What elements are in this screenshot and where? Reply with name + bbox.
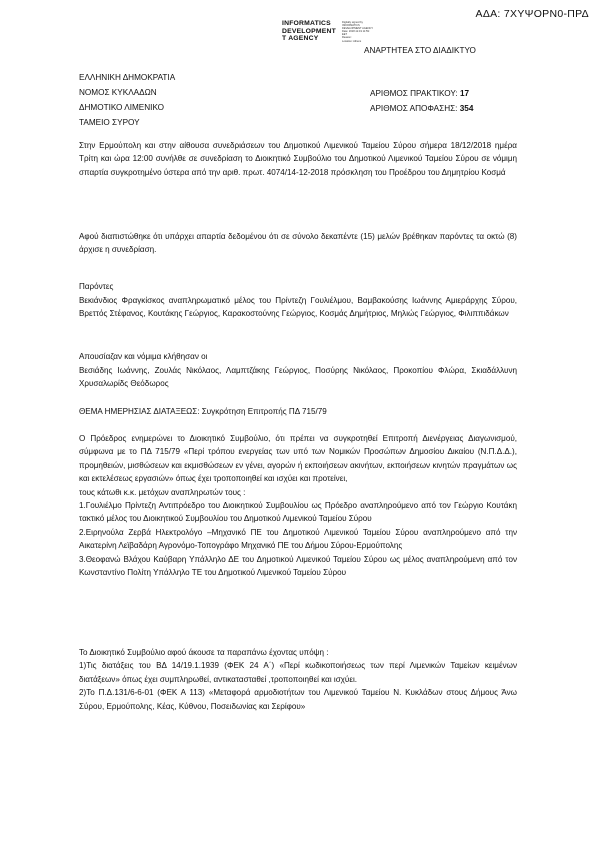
absent-list: Βεσιάδης Ιωάννης, Ζουλάς Νικόλαος, Λαμπτζάκης Γεώργιος, Ποσύρης Νικόλαος, Προκοπίου Φλώρα, Σκιαδάλλυνη Χρυσαλωρίδς Θεόδωρος: [79, 366, 517, 389]
minutes-number: ΑΡΙΘΜΟΣ ΠΡΑΚΤΙΚΟΥ: 17: [370, 89, 470, 98]
intro-paragraph: Στην Ερμούπολη και στην αίθουσα συνεδριάσεων του Δημοτικού Λιμενικού Ταμείου Σύρου σήμερα 18/12/2018 ημέρα Τρίτη και ώρα 12:00 συνήλθε σε συνεδρίαση το Διοικητικό Συμβούλιο του Δημοτικού Λιμενικού Ταμείου Σύρου σε νόμιμη σπαρτία συγκροτημένο ύστερα από την αριθ. πρωτ. 4074/14-12-2018 πρόσκληση του Προέδρου του Δημητρίου Κοσμά: [79, 141, 517, 177]
member-item-3: 3.Θεοφανώ Βλάχου Καύβαρη Υπάλληλο ΔΕ του Δημοτικού Λιμενικού Ταμείου Σύρου ως μέλος αναπληρούμενη από τον Κωνσταντίνο Πολίτη Υπάλληλο ΤΕ του Δημοτικού Λιμενικού Ταμείου Σύρου: [79, 554, 517, 578]
present-list: Βεκιάνδιος Φραγκίσκος αναπληρωματικό μέλος του Πρίντεζη Γουλιέλμου, Βαμβακούσης Ιωάννης Αμιεράρχης Σύρου, Βρεττός Στέφανος, Κουτάκης Γεώργιος, Καρακοστούνης Γεώργιος, Κοσμάς Δημήτριος, Μηλιώς Γεώργιος, Φιλιππιδάκων: [79, 296, 517, 319]
logo-line-3: T AGENCY: [282, 35, 319, 43]
law-reference-2: 2)Το Π.Δ.131/6-6-01 (ΦΕΚ Α 113) «Μεταφορά αρμοδιοτήτων του Λιμενικού Ταμείου Ν. Κυκλάδων στους Δήμους Άνω Σύρου, Ερμούπολης, Κέας, Κύθνου, Ποσειδωνίας και Σερίφου»: [79, 688, 517, 711]
ada-code: ΑΔΑ: 7ΧΥΨΟΡΝ0-ΠΡΔ: [475, 8, 589, 20]
reference-numbers: [370, 86, 473, 116]
header-line: ΤΑΜΕΙΟ ΣΥΡΟΥ: [79, 118, 140, 127]
issuer-header: [79, 70, 175, 130]
member-item-1: 1.Γουλιέλμο Πρίντεζη Αντιπρόεδρο του Διοικητικού Συμβουλίου ως Πρόεδρο αναπληρούμενο από τον Γεώργιο Κουτάκη τακτικό μέλος του Διοικητικού Συμβουλίου του Δημοτικού Λιμενικού Ταμείου Σύρου: [79, 501, 517, 524]
member-item-2: 2.Ειρηνούλα Ζερβά Ηλεκτρολόγο –Μηχανικό ΠΕ του Δημοτικού Λιμενικού Ταμείου Σύρου αναπληρούμενο από την Αικατερίνη Λεϊβαδάρη Αγρονόμο-Τοπογράφο Μηχανικό ΠΕ του Δήμου Σύρου-Ερμούπολης: [79, 527, 517, 551]
logo-line-1: INFORMATICS: [282, 20, 331, 27]
digital-signature-text: Digitally signed by INFORMATICS DEVELOPMENT AGENCY Date: 2018.12.19 11:59: EET Reason: Location: Athens: [342, 21, 374, 43]
header-line: ΝΟΜΟΣ ΚΥΚΛΑΔΩΝ: [79, 88, 157, 97]
posted-online-notice: ΑΝΑΡΤΗΤΕΑ ΣΤΟ ΔΙΑΔΙΚΤΥΟ: [364, 46, 476, 55]
decision-number: ΑΡΙΘΜΟΣ ΑΠΟΦΑΣΗΣ: 354: [370, 104, 474, 113]
subject-text: Συγκρότηση Επιτροπής ΠΔ 715/79: [201, 407, 327, 416]
quorum-paragraph: Αφού διαπιστώθηκε ότι υπάρχει απαρτία δεδομένου ότι σε σύνολο δεκαπέντε (15) μελών βρέθηκαν παρόντες τα οκτώ (8) άρχισε η συνεδρίαση.: [79, 232, 517, 255]
subject-label: ΘΕΜΑ ΗΜΕΡΗΣΙΑΣ ΔΙΑΤΑΞΕΩΣ:: [79, 407, 200, 416]
absent-title: Απουσίαζαν και νόμιμα κλήθησαν οι: [79, 352, 208, 361]
considerations-paragraph: Το Διοικητικό Συμβούλιο αφού άκουσε τα παραπάνω έχοντας υπόψη : 1)Τις διατάξεις του ΒΔ 14/19.1.1939 (ΦΕΚ 24 Α΄) «Περί κωδικοποιήσεως των περί Λιμενικών Ταμείων κειμένων διατάξεων» όπως έχει συμπληρωθεί, αντικατασταθεί ,τροποποιηθεί και ισχύει. 2)Το Π.Δ.131/6-6-01 (ΦΕΚ Α 113) «Μεταφορά αρμοδιοτήτων του Λιμενικού Ταμείου Ν. Κυκλάδων στους Δήμους Άνω Σύρου, Ερμούπολης, Κέας, Κύθνου, Ποσειδωνίας και Σερίφου»: [79, 646, 517, 713]
present-title: Παρόντες: [79, 282, 114, 291]
header-line: ΕΛΛΗΝΙΚΗ ΔΗΜΟΚΡΑΤΙΑ: [79, 73, 176, 82]
signature-logo: [282, 20, 336, 43]
agenda-subject: [79, 405, 517, 418]
logo-line-2: DEVELOPMENT: [282, 27, 336, 35]
president-paragraph: Ο Πρόεδρος ενημερώνει το Διοικητικό Συμβούλιο, ότι πρέπει να συγκροτηθεί Επιτροπή Διενέργειας Διαγωνισμού, σύμφωνα με το ΠΔ 715/79 «Περί τρόπου ενεργείας των υπό των Νομικών Προσώπων Δημοσίου Δικαίου (Ν.Π.Δ.Δ.), προμηθειών, μισθώσεων και εκμισθώσεων εν γένει, αγορών ή εκποιήσεων ακινήτων, εκποιήσεων κινητών πραγμάτων ως και εκτελέσεως εργασιών» όπως έχει τροποποιηθεί και ισχύει και προτείνει, τους κάτωθι κ.κ. μετόχων αναπληρωτών τους : 1.Γουλιέλμο Πρίντεζη Αντιπρόεδρο του Διοικητικού Συμβουλίου ως Πρόεδρο αναπληρούμενο από τον Γεώργιο Κουτάκη τακτικό μέλος του Διοικητικού Συμβουλίου του Δημοτικού Λιμενικού Ταμείου Σύρου 2.Ειρηνούλα Ζερβά Ηλεκτρολόγο –Μηχανικό ΠΕ του Δημοτικού Λιμενικού Ταμείου Σύρου αναπληρούμενο από την Αικατερίνη Λεϊβαδάρη Αγρονόμο-Τοπογράφο Μηχανικό ΠΕ του Δήμου Σύρου-Ερμούπολης 3.Θεοφανώ Βλάχου Καύβαρη Υπάλληλο ΔΕ του Δημοτικού Λιμενικού Ταμείου Σύρου ως μέλος αναπληρούμενη από τον Κωνσταντίνο Πολίτη Υπάλληλο ΤΕ του Δημοτικού Λιμενικού Ταμείου Σύρου: [79, 432, 517, 579]
law-reference-1: 1)Τις διατάξεις του ΒΔ 14/19.1.1939 (ΦΕΚ 24 Α΄) «Περί κωδικοποιήσεως των περί Λιμενικών Ταμείων κειμένων διατάξεων» όπως έχει συμπληρωθεί, αντικατασταθεί ,τροποποιηθεί και ισχύει.: [79, 661, 517, 684]
header-line: ΔΗΜΟΤΙΚΟ ΛΙΜΕΝΙΚΟ: [79, 103, 165, 112]
